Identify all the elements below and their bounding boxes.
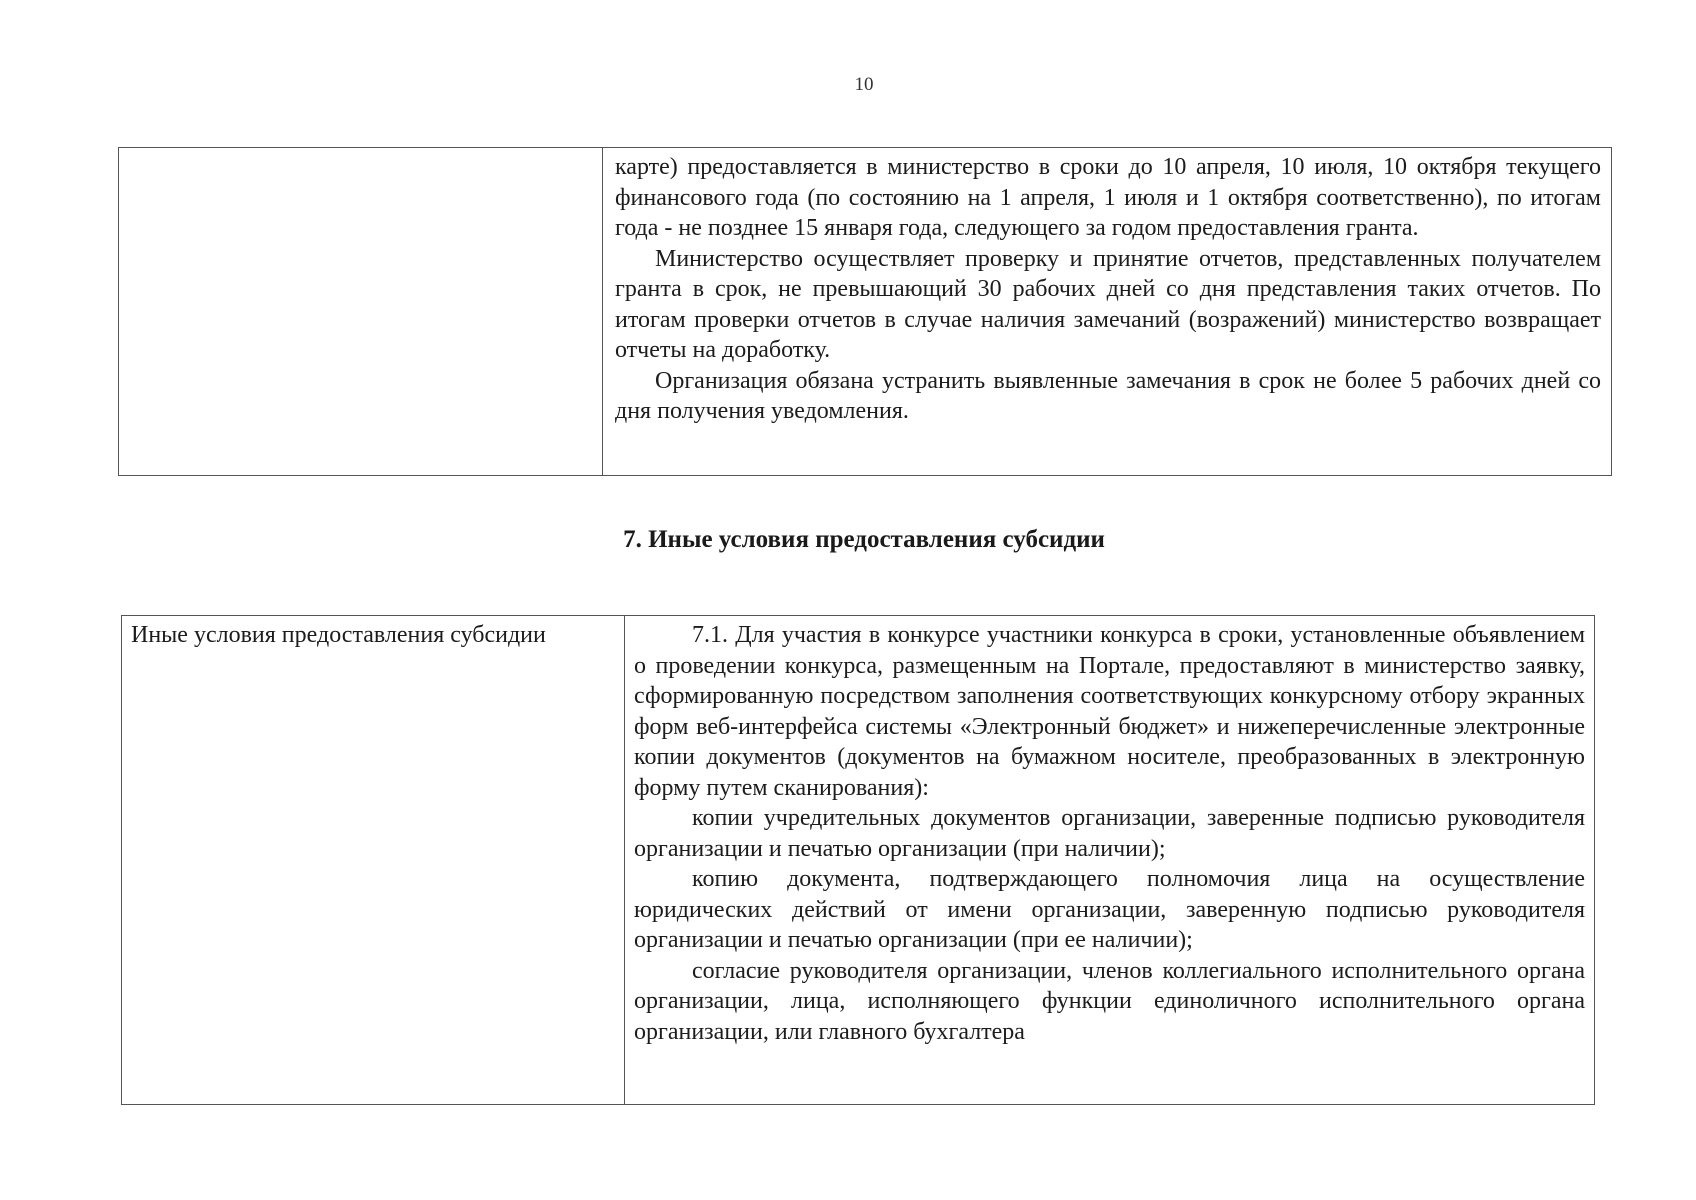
table-row (122, 616, 1595, 1105)
table-right-cell (625, 616, 1595, 1105)
table-left-cell (119, 148, 603, 476)
page-number: 10 (854, 74, 874, 95)
table-row (119, 148, 1612, 476)
report-table (118, 147, 1612, 476)
condition-label: Иные условия предоставления субсидии (131, 622, 546, 648)
paragraph-report-deadlines: карте) предоставляется в министерство в сроки до 10 апреля, 10 июля, 10 октября текущего финансового года (по состоянию на 1 апреля, 1 июля и 1 октября соответственно), по итогам года - не позднее 15 января года, следующего за годом предоставления гранта. (615, 154, 1601, 241)
other-conditions-table (121, 615, 1595, 1105)
table-right-cell (603, 148, 1612, 476)
paragraph-fix-remarks: Организация обязана устранить выявленные замечания в срок не более 5 рабочих дней со дня получения уведомления. (615, 367, 1601, 424)
section-title: 7. Иные условия предоставления субсидии (623, 526, 1105, 553)
table-left-cell (122, 616, 625, 1105)
paragraph-7-1: 7.1. Для участия в конкурсе участники конкурса в сроки, установленные объявлением о проведении конкурса, размещенным на Портале, предоставляют в министерство заявку, сформированную посредством заполнения соответствующих конкурсному отбору экранных форм веб-интерфейса системы «Электронный бюджет» и нижеперечисленные электронные копии документов (документов на бумажном носителе, преобразованных в электронную форму путем сканирования): (634, 622, 1585, 801)
paragraph-consent: согласие руководителя организации, членов коллегиального исполнительного органа организации, лица, исполняющего функции единоличного исполнительного органа организации, или главного бухгалтера (634, 957, 1585, 1045)
paragraph-charter-copies: копии учредительных документов организации, заверенные подписью руководителя организации и печатью организации (при наличии); (634, 805, 1585, 862)
paragraph-ministry-review: Министерство осуществляет проверку и принятие отчетов, представленных получателем гранта в срок, не превышающий 30 рабочих дней со дня представления таких отчетов. По итогам проверки отчетов в случае наличия замечаний (возражений) министерство возвращает отчеты на доработку. (615, 245, 1601, 363)
paragraph-authority-document: копию документа, подтверждающего полномочия лица на осуществление юридических действий от имени организации, заверенную подписью руководителя организации и печатью организации (при ее наличии); (634, 866, 1585, 953)
